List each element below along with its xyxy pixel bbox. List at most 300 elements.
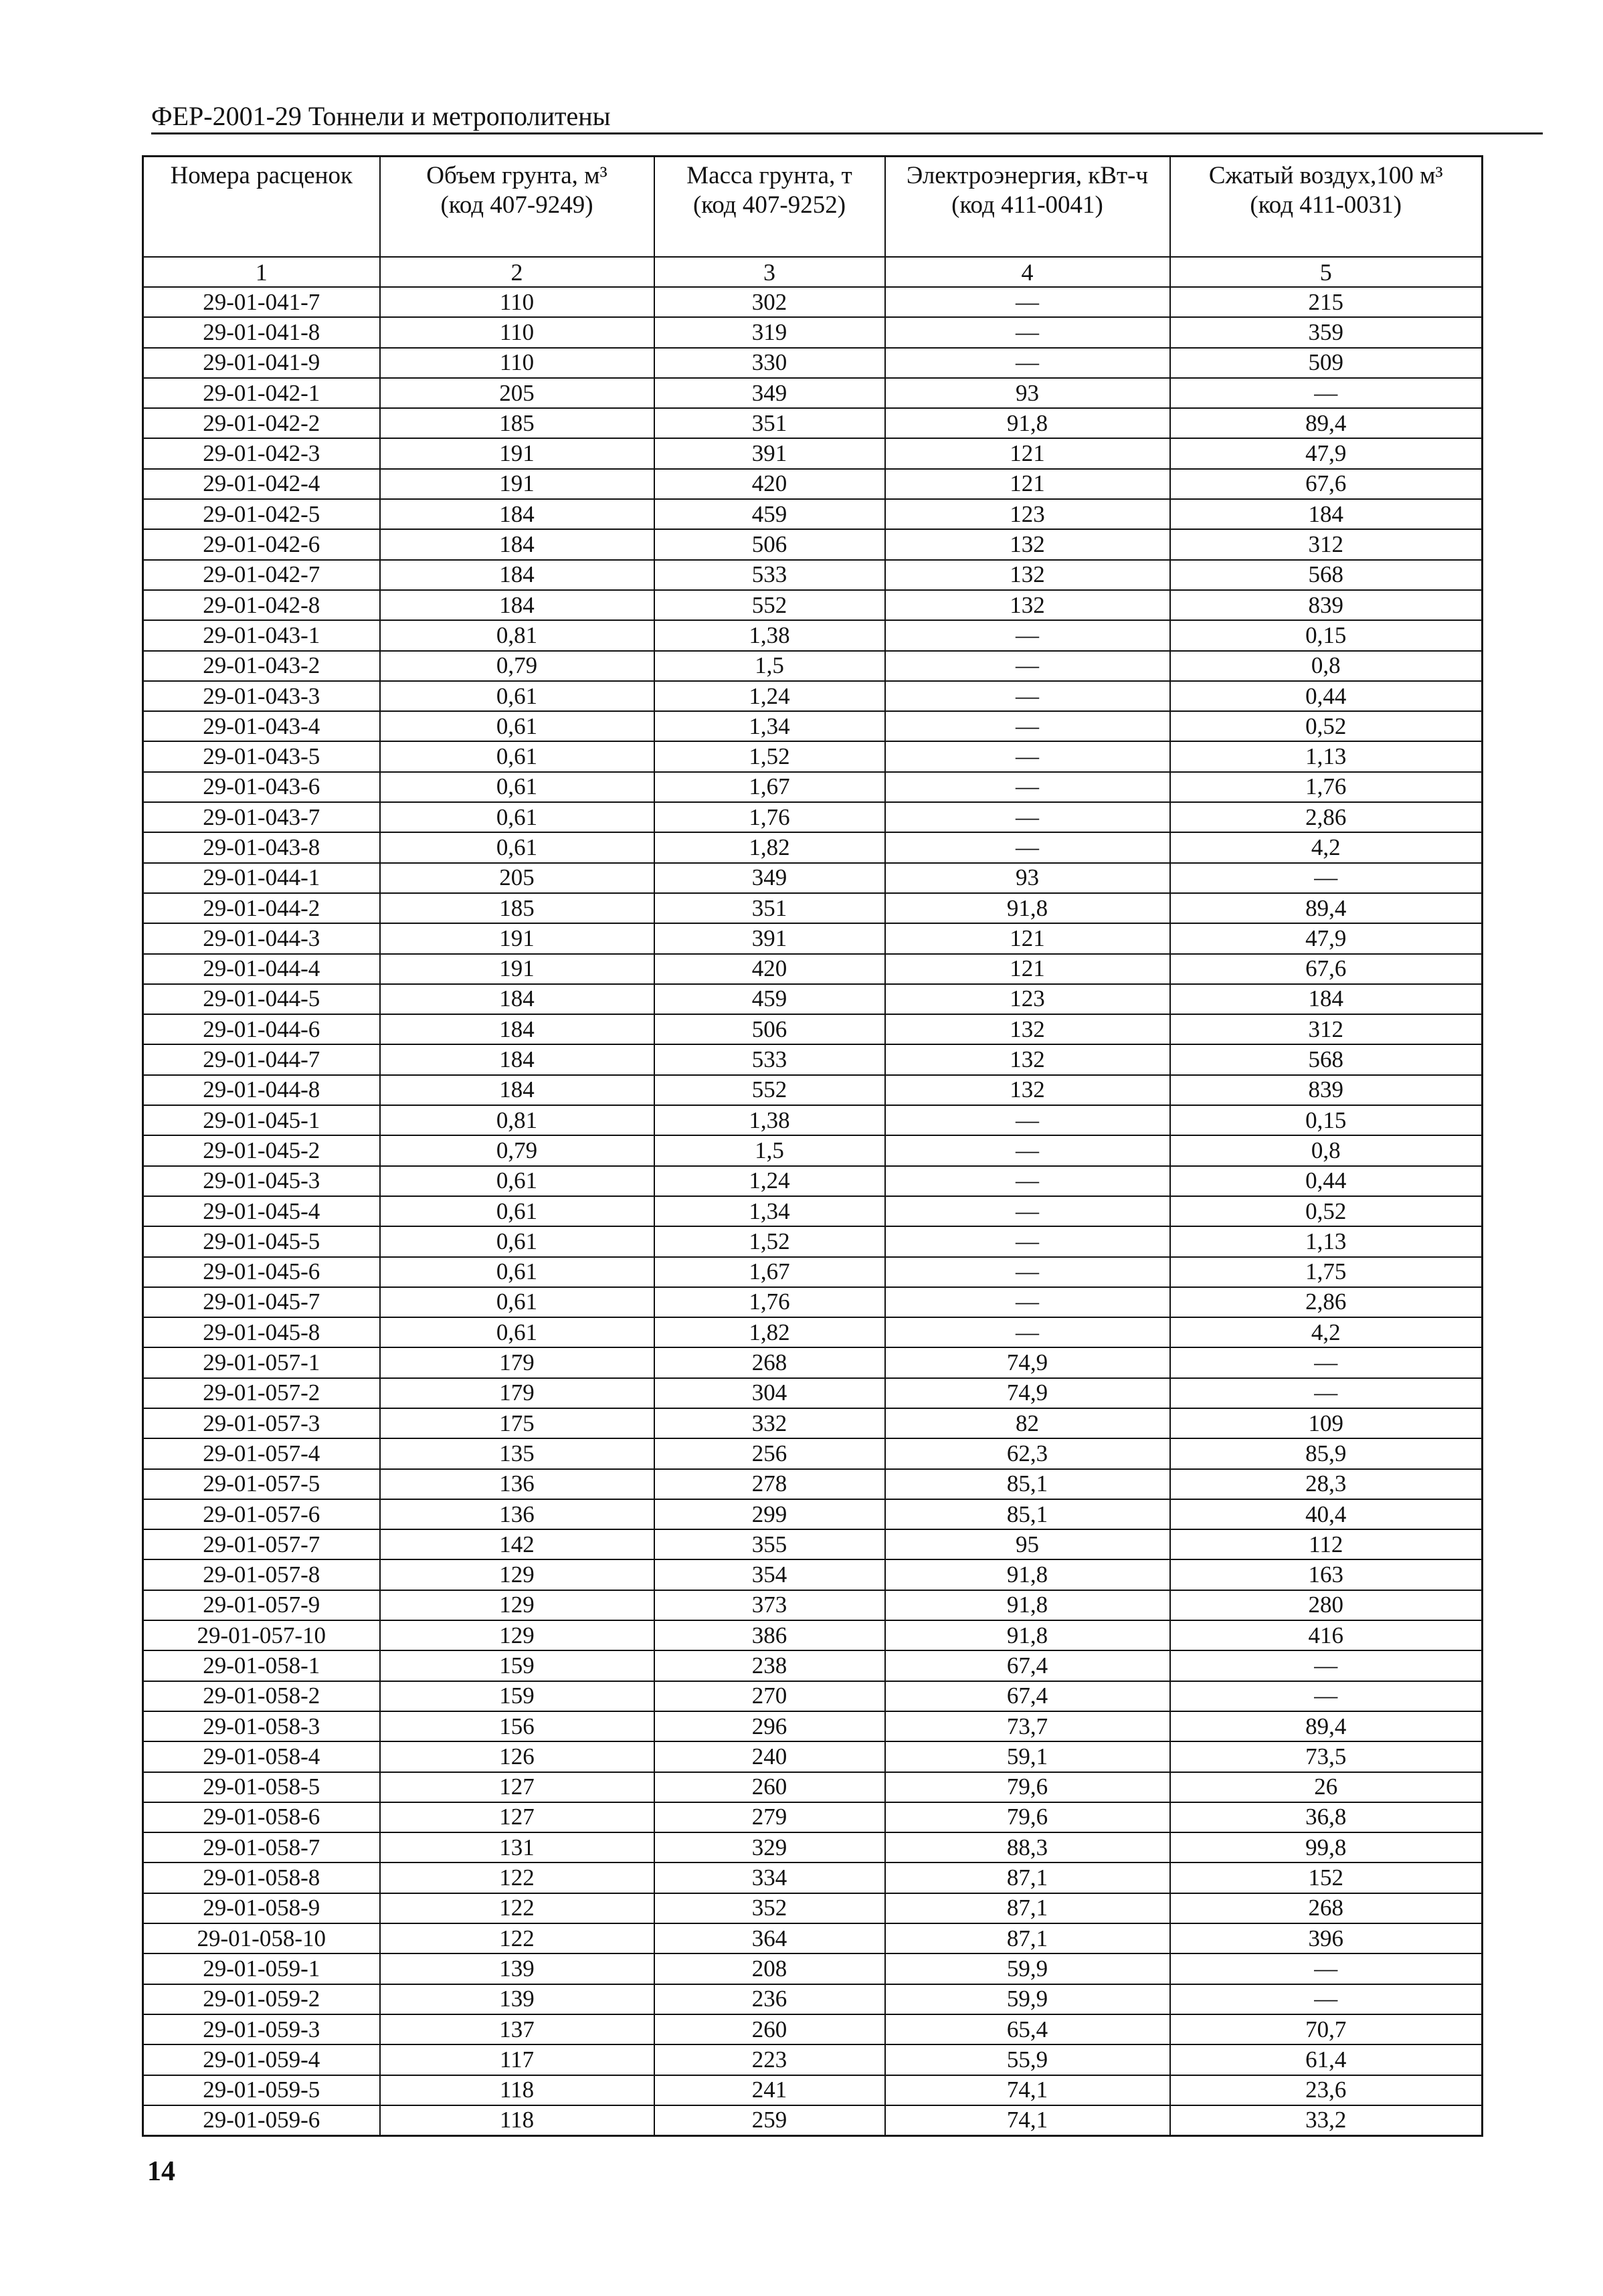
soil-mass-cell: 355 xyxy=(654,1529,885,1559)
electricity-cell: 87,1 xyxy=(885,1923,1170,1953)
soil-mass-cell: 256 xyxy=(654,1438,885,1468)
soil-volume-cell: 0,79 xyxy=(380,651,654,681)
compressed-air-cell: 70,7 xyxy=(1170,2014,1483,2044)
compressed-air-cell: — xyxy=(1170,1650,1483,1681)
soil-volume-cell: 0,61 xyxy=(380,802,654,832)
compressed-air-cell: — xyxy=(1170,1378,1483,1408)
electricity-cell: 87,1 xyxy=(885,1862,1170,1893)
soil-volume-cell: 0,61 xyxy=(380,832,654,862)
electricity-cell: 93 xyxy=(885,863,1170,893)
soil-mass-cell: 240 xyxy=(654,1741,885,1772)
soil-volume-cell: 0,61 xyxy=(380,1226,654,1256)
soil-volume-cell: 127 xyxy=(380,1802,654,1832)
table-row xyxy=(143,408,1483,438)
soil-volume-cell: 185 xyxy=(380,893,654,923)
compressed-air-cell: 568 xyxy=(1170,1044,1483,1074)
soil-volume-cell: 131 xyxy=(380,1832,654,1862)
rate-number-cell: 29-01-045-8 xyxy=(143,1317,380,1347)
table-row xyxy=(143,923,1483,953)
table-row xyxy=(143,1317,1483,1347)
soil-volume-cell: 205 xyxy=(380,378,654,408)
soil-mass-cell: 279 xyxy=(654,1802,885,1832)
rate-number-cell: 29-01-044-4 xyxy=(143,954,380,984)
table-row xyxy=(143,1772,1483,1802)
compressed-air-cell: 4,2 xyxy=(1170,1317,1483,1347)
electricity-cell: — xyxy=(885,1287,1170,1317)
soil-mass-cell: 268 xyxy=(654,1347,885,1377)
electricity-cell: — xyxy=(885,772,1170,802)
soil-mass-cell: 1,67 xyxy=(654,1257,885,1287)
table-row xyxy=(143,499,1483,529)
electricity-cell: 91,8 xyxy=(885,1620,1170,1650)
soil-volume-cell: 129 xyxy=(380,1620,654,1650)
rate-number-cell: 29-01-059-2 xyxy=(143,1984,380,2014)
rate-number-cell: 29-01-045-3 xyxy=(143,1166,380,1196)
soil-volume-cell: 0,81 xyxy=(380,620,654,650)
electricity-cell: 132 xyxy=(885,560,1170,590)
soil-mass-cell: 238 xyxy=(654,1650,885,1681)
rate-number-cell: 29-01-045-2 xyxy=(143,1135,380,1165)
table-row xyxy=(143,348,1483,378)
soil-volume-cell: 175 xyxy=(380,1408,654,1438)
soil-mass-cell: 304 xyxy=(654,1378,885,1408)
table-row xyxy=(143,1257,1483,1287)
running-title: ФЕР-2001-29 Тоннели и метрополитены xyxy=(151,100,1543,134)
compressed-air-cell: 67,6 xyxy=(1170,954,1483,984)
electricity-cell: 74,9 xyxy=(885,1347,1170,1377)
compressed-air-cell: 4,2 xyxy=(1170,832,1483,862)
soil-mass-cell: 1,82 xyxy=(654,832,885,862)
electricity-cell: 82 xyxy=(885,1408,1170,1438)
compressed-air-cell: — xyxy=(1170,1984,1483,2014)
soil-volume-cell: 184 xyxy=(380,590,654,620)
electricity-cell: 79,6 xyxy=(885,1802,1170,1832)
compressed-air-cell: 280 xyxy=(1170,1590,1483,1620)
soil-mass-cell: 302 xyxy=(654,287,885,317)
soil-mass-cell: 506 xyxy=(654,1014,885,1044)
rate-number-cell: 29-01-059-1 xyxy=(143,1953,380,1984)
electricity-cell: — xyxy=(885,1257,1170,1287)
electricity-cell: 59,9 xyxy=(885,1984,1170,2014)
soil-volume-cell: 179 xyxy=(380,1347,654,1377)
soil-volume-cell: 110 xyxy=(380,287,654,317)
compressed-air-cell: 36,8 xyxy=(1170,1802,1483,1832)
table-row xyxy=(143,772,1483,802)
soil-volume-cell: 126 xyxy=(380,1741,654,1772)
soil-volume-cell: 0,61 xyxy=(380,772,654,802)
rate-number-cell: 29-01-042-6 xyxy=(143,529,380,559)
rate-number-cell: 29-01-058-6 xyxy=(143,1802,380,1832)
soil-volume-cell: 191 xyxy=(380,923,654,953)
rate-number-cell: 29-01-058-1 xyxy=(143,1650,380,1681)
electricity-cell: 85,1 xyxy=(885,1469,1170,1499)
soil-mass-cell: 1,38 xyxy=(654,620,885,650)
soil-mass-cell: 1,76 xyxy=(654,1287,885,1317)
compressed-air-cell: 396 xyxy=(1170,1923,1483,1953)
electricity-cell: 67,4 xyxy=(885,1650,1170,1681)
table-row xyxy=(143,2014,1483,2044)
table-row xyxy=(143,1953,1483,1984)
column-header-electricity xyxy=(885,157,1170,258)
compressed-air-cell: 1,75 xyxy=(1170,1257,1483,1287)
column-title: Масса грунта, т xyxy=(686,162,852,189)
table-row xyxy=(143,1620,1483,1650)
column-number: 3 xyxy=(654,257,885,287)
electricity-cell: 91,8 xyxy=(885,1559,1170,1590)
soil-mass-cell: 349 xyxy=(654,378,885,408)
soil-volume-cell: 118 xyxy=(380,2075,654,2105)
soil-volume-cell: 0,61 xyxy=(380,1166,654,1196)
electricity-cell: 74,1 xyxy=(885,2105,1170,2136)
compressed-air-cell: — xyxy=(1170,378,1483,408)
electricity-cell: 74,9 xyxy=(885,1378,1170,1408)
electricity-cell: 121 xyxy=(885,469,1170,499)
soil-volume-cell: 0,61 xyxy=(380,741,654,771)
table-row xyxy=(143,317,1483,347)
soil-volume-cell: 0,61 xyxy=(380,681,654,711)
electricity-cell: 121 xyxy=(885,954,1170,984)
soil-volume-cell: 136 xyxy=(380,1469,654,1499)
electricity-cell: 59,1 xyxy=(885,1741,1170,1772)
compressed-air-cell: 112 xyxy=(1170,1529,1483,1559)
electricity-cell: — xyxy=(885,1317,1170,1347)
soil-mass-cell: 1,24 xyxy=(654,1166,885,1196)
compressed-air-cell: 568 xyxy=(1170,560,1483,590)
compressed-air-cell: 312 xyxy=(1170,529,1483,559)
electricity-cell: — xyxy=(885,681,1170,711)
soil-mass-cell: 354 xyxy=(654,1559,885,1590)
electricity-cell: 65,4 xyxy=(885,2014,1170,2044)
rate-number-cell: 29-01-043-3 xyxy=(143,681,380,711)
table-row xyxy=(143,2044,1483,2075)
electricity-cell: — xyxy=(885,832,1170,862)
electricity-cell: 132 xyxy=(885,1014,1170,1044)
table-row xyxy=(143,1196,1483,1226)
rate-number-cell: 29-01-043-6 xyxy=(143,772,380,802)
soil-volume-cell: 0,61 xyxy=(380,1317,654,1347)
rate-number-cell: 29-01-045-6 xyxy=(143,1257,380,1287)
compressed-air-cell: 184 xyxy=(1170,499,1483,529)
table-row xyxy=(143,1378,1483,1408)
soil-volume-cell: 185 xyxy=(380,408,654,438)
column-code: (код 411-0041) xyxy=(951,191,1103,219)
electricity-cell: 95 xyxy=(885,1529,1170,1559)
table-row xyxy=(143,984,1483,1014)
soil-volume-cell: 139 xyxy=(380,1953,654,1984)
soil-mass-cell: 1,52 xyxy=(654,1226,885,1256)
electricity-cell: 88,3 xyxy=(885,1832,1170,1862)
column-header-compressed-air xyxy=(1170,157,1483,258)
compressed-air-cell: 26 xyxy=(1170,1772,1483,1802)
compressed-air-cell: 28,3 xyxy=(1170,1469,1483,1499)
soil-volume-cell: 117 xyxy=(380,2044,654,2075)
table-row xyxy=(143,1287,1483,1317)
electricity-cell: 62,3 xyxy=(885,1438,1170,1468)
soil-mass-cell: 296 xyxy=(654,1711,885,1741)
soil-volume-cell: 191 xyxy=(380,469,654,499)
table-row xyxy=(143,2105,1483,2136)
compressed-air-cell: 359 xyxy=(1170,317,1483,347)
rate-number-cell: 29-01-057-3 xyxy=(143,1408,380,1438)
column-header-soil-mass xyxy=(654,157,885,258)
rate-number-cell: 29-01-059-5 xyxy=(143,2075,380,2105)
soil-volume-cell: 179 xyxy=(380,1378,654,1408)
table-row xyxy=(143,529,1483,559)
compressed-air-cell: 61,4 xyxy=(1170,2044,1483,2075)
rate-number-cell: 29-01-042-5 xyxy=(143,499,380,529)
compressed-air-cell: 163 xyxy=(1170,1559,1483,1590)
electricity-cell: — xyxy=(885,651,1170,681)
soil-mass-cell: 1,67 xyxy=(654,772,885,802)
soil-mass-cell: 1,76 xyxy=(654,802,885,832)
table-row xyxy=(143,1014,1483,1044)
electricity-cell: — xyxy=(885,802,1170,832)
soil-volume-cell: 122 xyxy=(380,1862,654,1893)
rate-number-cell: 29-01-058-2 xyxy=(143,1681,380,1711)
soil-mass-cell: 1,5 xyxy=(654,651,885,681)
soil-volume-cell: 0,81 xyxy=(380,1105,654,1135)
soil-volume-cell: 191 xyxy=(380,438,654,468)
rate-number-cell: 29-01-058-4 xyxy=(143,1741,380,1772)
table-row xyxy=(143,893,1483,923)
compressed-air-cell: 839 xyxy=(1170,1075,1483,1105)
electricity-cell: 93 xyxy=(885,378,1170,408)
table-row xyxy=(143,378,1483,408)
table-row xyxy=(143,1469,1483,1499)
compressed-air-cell: 89,4 xyxy=(1170,893,1483,923)
table-row xyxy=(143,1075,1483,1105)
soil-mass-cell: 236 xyxy=(654,1984,885,2014)
rate-number-cell: 29-01-057-10 xyxy=(143,1620,380,1650)
table-row xyxy=(143,954,1483,984)
column-number: 5 xyxy=(1170,257,1483,287)
compressed-air-cell: 184 xyxy=(1170,984,1483,1014)
compressed-air-cell: 67,6 xyxy=(1170,469,1483,499)
soil-volume-cell: 136 xyxy=(380,1499,654,1529)
table-row xyxy=(143,1681,1483,1711)
compressed-air-cell: 312 xyxy=(1170,1014,1483,1044)
soil-mass-cell: 386 xyxy=(654,1620,885,1650)
rate-number-cell: 29-01-042-8 xyxy=(143,590,380,620)
rate-number-cell: 29-01-045-5 xyxy=(143,1226,380,1256)
soil-volume-cell: 0,61 xyxy=(380,1196,654,1226)
rate-number-cell: 29-01-059-4 xyxy=(143,2044,380,2075)
electricity-cell: — xyxy=(885,620,1170,650)
soil-mass-cell: 329 xyxy=(654,1832,885,1862)
soil-mass-cell: 391 xyxy=(654,923,885,953)
table-row xyxy=(143,1984,1483,2014)
rate-number-cell: 29-01-042-3 xyxy=(143,438,380,468)
electricity-cell: 87,1 xyxy=(885,1893,1170,1923)
electricity-cell: 123 xyxy=(885,499,1170,529)
table-row xyxy=(143,681,1483,711)
table-row xyxy=(143,1711,1483,1741)
rate-number-cell: 29-01-044-5 xyxy=(143,984,380,1014)
rates-table-container xyxy=(142,155,1483,2137)
table-row xyxy=(143,1590,1483,1620)
soil-volume-cell: 0,61 xyxy=(380,1257,654,1287)
compressed-air-cell: 89,4 xyxy=(1170,408,1483,438)
electricity-cell: — xyxy=(885,711,1170,741)
table-row xyxy=(143,1741,1483,1772)
compressed-air-cell: 47,9 xyxy=(1170,438,1483,468)
electricity-cell: 74,1 xyxy=(885,2075,1170,2105)
soil-mass-cell: 319 xyxy=(654,317,885,347)
rate-number-cell: 29-01-058-10 xyxy=(143,1923,380,1953)
compressed-air-cell: 1,76 xyxy=(1170,772,1483,802)
rate-number-cell: 29-01-057-1 xyxy=(143,1347,380,1377)
rate-number-cell: 29-01-057-5 xyxy=(143,1469,380,1499)
electricity-cell: — xyxy=(885,1226,1170,1256)
table-row xyxy=(143,1166,1483,1196)
table-row xyxy=(143,1438,1483,1468)
column-title: Сжатый воздух,100 м³ xyxy=(1208,162,1443,189)
column-number-row xyxy=(143,257,1483,287)
rate-number-cell: 29-01-045-7 xyxy=(143,1287,380,1317)
compressed-air-cell: 268 xyxy=(1170,1893,1483,1923)
rate-number-cell: 29-01-043-8 xyxy=(143,832,380,862)
column-code: (код 407-9252) xyxy=(692,191,846,219)
table-row xyxy=(143,620,1483,650)
compressed-air-cell: 152 xyxy=(1170,1862,1483,1893)
rate-number-cell: 29-01-044-8 xyxy=(143,1075,380,1105)
soil-mass-cell: 351 xyxy=(654,408,885,438)
soil-volume-cell: 129 xyxy=(380,1590,654,1620)
table-row xyxy=(143,1832,1483,1862)
soil-volume-cell: 191 xyxy=(380,954,654,984)
table-row xyxy=(143,832,1483,862)
electricity-cell: 91,8 xyxy=(885,408,1170,438)
table-row xyxy=(143,2075,1483,2105)
table-row xyxy=(143,741,1483,771)
compressed-air-cell: 85,9 xyxy=(1170,1438,1483,1468)
column-title: Объем грунта, м³ xyxy=(426,162,607,189)
soil-volume-cell: 137 xyxy=(380,2014,654,2044)
column-code: (код 407-9249) xyxy=(440,191,593,219)
electricity-cell: — xyxy=(885,1135,1170,1165)
compressed-air-cell: 839 xyxy=(1170,590,1483,620)
soil-mass-cell: 1,82 xyxy=(654,1317,885,1347)
compressed-air-cell: 99,8 xyxy=(1170,1832,1483,1862)
rate-number-cell: 29-01-042-4 xyxy=(143,469,380,499)
soil-mass-cell: 459 xyxy=(654,984,885,1014)
soil-mass-cell: 1,52 xyxy=(654,741,885,771)
soil-volume-cell: 129 xyxy=(380,1559,654,1590)
compressed-air-cell: 2,86 xyxy=(1170,1287,1483,1317)
soil-volume-cell: 135 xyxy=(380,1438,654,1468)
rate-number-cell: 29-01-058-5 xyxy=(143,1772,380,1802)
compressed-air-cell: 0,8 xyxy=(1170,1135,1483,1165)
soil-volume-cell: 122 xyxy=(380,1893,654,1923)
rate-number-cell: 29-01-044-3 xyxy=(143,923,380,953)
table-row xyxy=(143,1347,1483,1377)
table-row xyxy=(143,651,1483,681)
table-row xyxy=(143,1044,1483,1074)
rates-table xyxy=(142,155,1483,2137)
compressed-air-cell: 0,52 xyxy=(1170,711,1483,741)
table-row xyxy=(143,590,1483,620)
soil-mass-cell: 334 xyxy=(654,1862,885,1893)
rate-number-cell: 29-01-059-6 xyxy=(143,2105,380,2136)
compressed-air-cell: — xyxy=(1170,863,1483,893)
soil-volume-cell: 184 xyxy=(380,499,654,529)
soil-mass-cell: 208 xyxy=(654,1953,885,1984)
rate-number-cell: 29-01-057-2 xyxy=(143,1378,380,1408)
rate-number-cell: 29-01-043-2 xyxy=(143,651,380,681)
table-row xyxy=(143,1923,1483,1953)
soil-mass-cell: 533 xyxy=(654,560,885,590)
rate-number-cell: 29-01-057-4 xyxy=(143,1438,380,1468)
electricity-cell: 91,8 xyxy=(885,893,1170,923)
electricity-cell: 55,9 xyxy=(885,2044,1170,2075)
compressed-air-cell: — xyxy=(1170,1953,1483,1984)
soil-volume-cell: 139 xyxy=(380,1984,654,2014)
soil-volume-cell: 0,79 xyxy=(380,1135,654,1165)
table-row xyxy=(143,1226,1483,1256)
compressed-air-cell: 416 xyxy=(1170,1620,1483,1650)
table-row xyxy=(143,802,1483,832)
electricity-cell: — xyxy=(885,1166,1170,1196)
rate-number-cell: 29-01-043-1 xyxy=(143,620,380,650)
soil-mass-cell: 391 xyxy=(654,438,885,468)
rate-number-cell: 29-01-044-6 xyxy=(143,1014,380,1044)
compressed-air-cell: 1,13 xyxy=(1170,741,1483,771)
table-row xyxy=(143,1105,1483,1135)
compressed-air-cell: 0,8 xyxy=(1170,651,1483,681)
soil-mass-cell: 299 xyxy=(654,1499,885,1529)
table-row xyxy=(143,1529,1483,1559)
table-row xyxy=(143,1499,1483,1529)
rate-number-cell: 29-01-057-9 xyxy=(143,1590,380,1620)
soil-mass-cell: 270 xyxy=(654,1681,885,1711)
column-number: 4 xyxy=(885,257,1170,287)
soil-volume-cell: 127 xyxy=(380,1772,654,1802)
rate-number-cell: 29-01-045-4 xyxy=(143,1196,380,1226)
soil-mass-cell: 1,24 xyxy=(654,681,885,711)
soil-volume-cell: 156 xyxy=(380,1711,654,1741)
electricity-cell: 132 xyxy=(885,1044,1170,1074)
table-header-row xyxy=(143,157,1483,258)
soil-mass-cell: 223 xyxy=(654,2044,885,2075)
soil-mass-cell: 1,34 xyxy=(654,1196,885,1226)
column-title: Номера расценок xyxy=(170,162,353,189)
soil-mass-cell: 373 xyxy=(654,1590,885,1620)
table-row xyxy=(143,560,1483,590)
table-row xyxy=(143,287,1483,317)
soil-volume-cell: 159 xyxy=(380,1650,654,1681)
soil-mass-cell: 506 xyxy=(654,529,885,559)
electricity-cell: — xyxy=(885,1196,1170,1226)
table-row xyxy=(143,863,1483,893)
table-row xyxy=(143,1408,1483,1438)
compressed-air-cell: 47,9 xyxy=(1170,923,1483,953)
soil-volume-cell: 159 xyxy=(380,1681,654,1711)
soil-volume-cell: 205 xyxy=(380,863,654,893)
compressed-air-cell: 109 xyxy=(1170,1408,1483,1438)
soil-mass-cell: 278 xyxy=(654,1469,885,1499)
electricity-cell: 132 xyxy=(885,529,1170,559)
electricity-cell: — xyxy=(885,1105,1170,1135)
soil-mass-cell: 352 xyxy=(654,1893,885,1923)
rate-number-cell: 29-01-058-8 xyxy=(143,1862,380,1893)
compressed-air-cell: 0,44 xyxy=(1170,681,1483,711)
rate-number-cell: 29-01-041-8 xyxy=(143,317,380,347)
soil-mass-cell: 420 xyxy=(654,954,885,984)
column-header-rate-numbers xyxy=(143,157,380,258)
compressed-air-cell: 33,2 xyxy=(1170,2105,1483,2136)
electricity-cell: 73,7 xyxy=(885,1711,1170,1741)
compressed-air-cell: 73,5 xyxy=(1170,1741,1483,1772)
